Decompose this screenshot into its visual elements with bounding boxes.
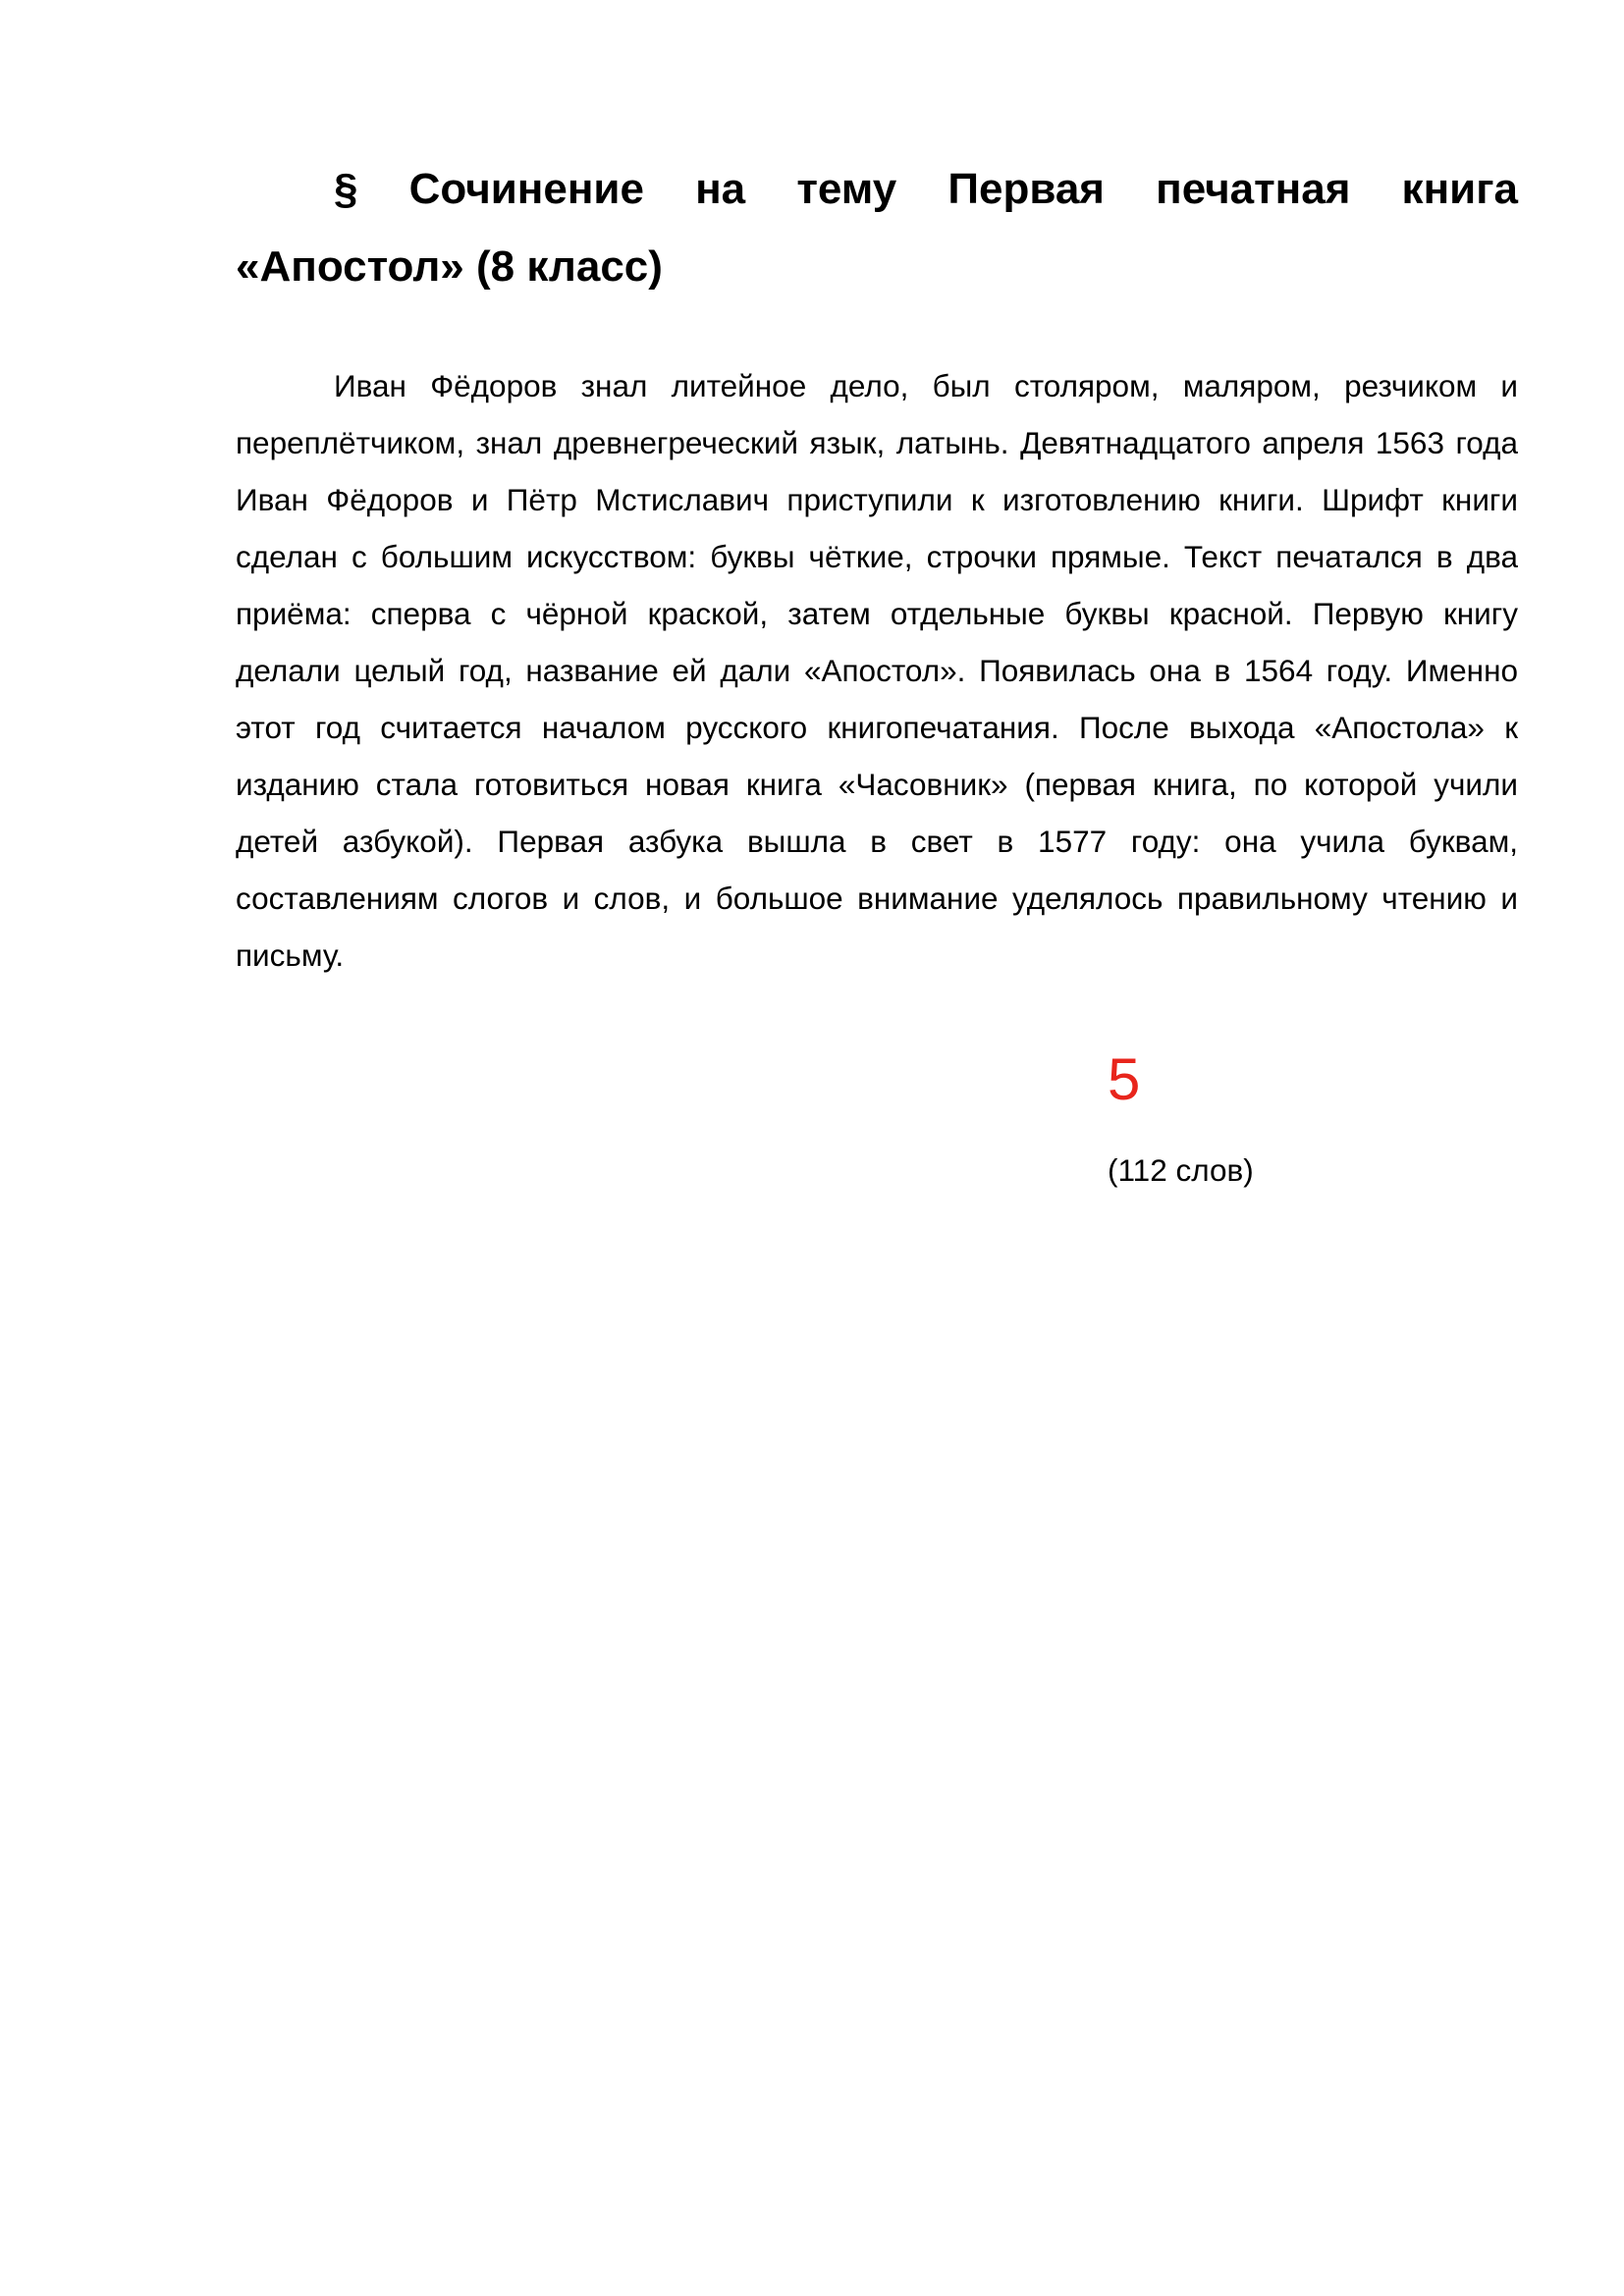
word-count: (112 слов) — [1108, 1152, 1254, 1188]
essay-body: Иван Фёдоров знал литейное дело, был столяром, маляром, резчиком и переплётчиком, знал древнегреческий язык, латынь. Девятнадцатого апреля 1563 года Иван Фёдоров и Пётр Мстиславич приступили к изготовлению книги. Шрифт книги сделан с большим искусством: буквы чёткие, строчки прямые. Текст печатался в два приёма: сперва с чёрной краской, затем отдельные буквы красной. Первую книгу делали целый год, название ей дали «Апостол». Появилась она в 1564 году. Именно этот год считается началом русского книгопечатания. После выхода «Апостола» к изданию стала готовиться новая книга «Часовник» (первая книга, по которой учили детей азбукой). Первая азбука вышла в свет в 1577 году: она учила буквам, составлениям слогов и слов, и большое внимание уделялось правильному чтению и письму. — [236, 368, 1518, 973]
essay-title: § Сочинение на тему Первая печатная книга «Апостол» (8 класс) — [236, 165, 1518, 291]
grade-mark: 5 — [1108, 1046, 1141, 1112]
